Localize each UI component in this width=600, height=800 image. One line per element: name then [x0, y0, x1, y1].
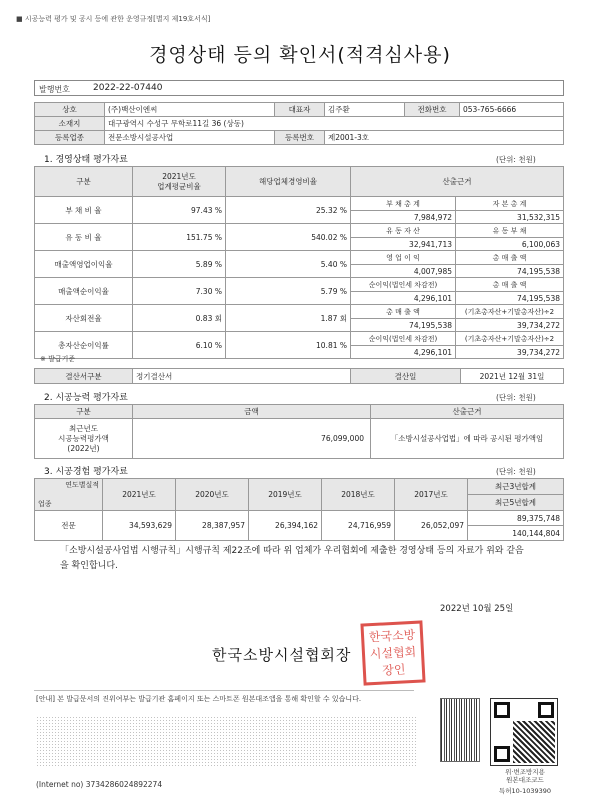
- settlement-date-value: 2021년 12월 31일: [461, 369, 564, 384]
- address-label: 소재지: [35, 117, 105, 131]
- s2-basis: 「소방시설공사업법」에 따라 공시된 평가액임: [371, 419, 564, 459]
- ratio-row: [35, 251, 564, 265]
- issue-number-value: 2022-22-07440: [93, 83, 163, 93]
- registration-number-label: 등록번호: [275, 131, 325, 145]
- footer-notice: [안내] 본 발급문서의 진위여부는 발급기관 홈페이지 또는 스마트폰 원본대조앱을 통해 확인할 수 있습니다.: [36, 695, 362, 703]
- header-industry-average: 2021년도 업계평균비율: [133, 167, 226, 197]
- company-name: (주)백산이엔씨: [105, 103, 275, 117]
- basis-numerator-label: 순이익(법인세 차감전): [351, 278, 456, 292]
- ratio-company-value: 1.87 회: [226, 305, 351, 332]
- basis-denominator-label: (기초총자산+기말총자산)÷2: [456, 332, 564, 346]
- s3-corner-industry-label: 업종: [38, 500, 52, 508]
- s3-sum5-label: 최근5년합계: [468, 495, 564, 511]
- ratio-label: 부 채 비 율: [35, 197, 133, 224]
- basis-numerator-label: 순이익(법인세 차감전): [351, 332, 456, 346]
- basis-denominator-label: 총 매 출 액: [456, 278, 564, 292]
- basis-numerator-label: 부 채 총 계: [351, 197, 456, 211]
- settlement-type-label: 결산서구분: [35, 369, 133, 384]
- ratio-company-value: 25.32 %: [226, 197, 351, 224]
- ratio-row: [35, 305, 564, 319]
- settlement-date-label: 결산일: [351, 369, 461, 384]
- ratio-label: 자산회전율: [35, 305, 133, 332]
- business-type-value: 전문소방시설공사업: [105, 131, 275, 145]
- registration-number-value: 제2001-3호: [325, 131, 564, 145]
- confirmation-statement: 「소방시설공사업법 시행규칙」시행규칙 제22조에 따라 위 업체가 우리협회에 제출한 경영상태 등의 자료가 위와 같음을 확인합니다.: [60, 546, 524, 571]
- issue-number-row: [34, 80, 564, 96]
- seal-text: 한국소방시설협회장인: [368, 627, 417, 678]
- ratio-industry-average: 6.10 %: [133, 332, 226, 359]
- s3-value-4: 26,052,097: [395, 511, 468, 541]
- section2-unit: (단위: 천원): [496, 393, 536, 402]
- issue-basis-note: ※ 발급기준: [40, 355, 76, 363]
- header-item: 구분: [35, 167, 133, 197]
- ratio-label: 매출액순이익율: [35, 278, 133, 305]
- ratio-label: 총자산순이익률: [35, 332, 133, 359]
- s2-row-label: 최근년도 시공능력평가액 (2022년): [35, 419, 133, 459]
- ratio-company-value: 5.40 %: [226, 251, 351, 278]
- s3-sum3-label: 최근3년합계: [468, 479, 564, 495]
- s3-sum5-value: 140,144,804: [468, 526, 564, 541]
- basis-numerator-value: 74,195,538: [351, 319, 456, 332]
- qr-label: 위·변조방지용 원본대조코드: [505, 768, 545, 784]
- basis-denominator-value: 74,195,538: [456, 292, 564, 305]
- basis-denominator-label: 자 본 총 계: [456, 197, 564, 211]
- qr-code-icon: [490, 698, 558, 766]
- s3-year-2: 2019년도: [249, 479, 322, 511]
- basis-denominator-label: 총 매 출 액: [456, 251, 564, 265]
- company-name-label: 상호: [35, 103, 105, 117]
- issuer-name: 한국소방시설협회장: [212, 646, 352, 664]
- ratio-label: 매출액영업이익율: [35, 251, 133, 278]
- s3-year-3: 2018년도: [322, 479, 395, 511]
- s2-header-item: 구분: [35, 405, 133, 419]
- ratio-industry-average: 97.43 %: [133, 197, 226, 224]
- s3-corner-year-label: 연도별실적: [65, 481, 99, 489]
- footer-security-pattern: [36, 716, 416, 766]
- ratio-industry-average: 7.30 %: [133, 278, 226, 305]
- ratio-row: [35, 332, 564, 346]
- ceo-label: 대표자: [275, 103, 325, 117]
- s3-year-0: 2021년도: [103, 479, 176, 511]
- qr-patent-number: 특허10-1039390: [498, 787, 552, 795]
- phone-label: 전화번호: [405, 103, 460, 117]
- issue-number-label: 발행번호: [39, 85, 70, 94]
- basis-denominator-label: (기초총자산+기말총자산)÷2: [456, 305, 564, 319]
- s2-header-basis: 산출근거: [371, 405, 564, 419]
- footer-divider: [34, 690, 414, 691]
- ratio-industry-average: 151.75 %: [133, 224, 226, 251]
- s3-year-1: 2020년도: [176, 479, 249, 511]
- basis-numerator-value: 4,296,101: [351, 346, 456, 359]
- section3-title: 3. 시공경험 평가자료: [44, 467, 128, 477]
- ratio-company-value: 5.79 %: [226, 278, 351, 305]
- basis-denominator-value: 74,195,538: [456, 265, 564, 278]
- ratio-company-value: 10.81 %: [226, 332, 351, 359]
- official-seal-stamp: [360, 620, 425, 685]
- s3-year-4: 2017년도: [395, 479, 468, 511]
- s3-corner-cell: [35, 479, 103, 511]
- address-value: 대구광역시 수성구 무학로11길 36 (상동): [105, 117, 564, 131]
- ratio-company-value: 540.02 %: [226, 224, 351, 251]
- ratio-industry-average: 0.83 회: [133, 305, 226, 332]
- security-barcode-icon: [440, 698, 480, 762]
- basis-numerator-value: 4,007,985: [351, 265, 456, 278]
- phone-value: 053-765-6666: [460, 103, 564, 117]
- ratio-industry-average: 5.89 %: [133, 251, 226, 278]
- s3-value-1: 28,387,957: [176, 511, 249, 541]
- header-company-ratio: 해당업체경영비율: [226, 167, 351, 197]
- header-calculation-basis: 산출근거: [351, 167, 564, 197]
- section1-unit: (단위: 천원): [496, 155, 536, 164]
- document-form-reference: ■ 시공능력 평가 및 공시 등에 관한 운영규정[별지 제19호서식]: [16, 15, 211, 23]
- settlement-table: [34, 368, 564, 384]
- basis-numerator-label: 총 매 출 액: [351, 305, 456, 319]
- document-title: 경영상태 등의 확인서(적격심사용): [149, 44, 451, 66]
- construction-capacity-table: [34, 404, 564, 459]
- ratio-row: [35, 197, 564, 211]
- s3-row-label: 전문: [35, 511, 103, 541]
- settlement-type-value: 정기결산서: [133, 369, 351, 384]
- issue-date: 2022년 10월 25일: [440, 604, 514, 614]
- business-type-label: 등록업종: [35, 131, 105, 145]
- basis-denominator-value: 39,734,272: [456, 346, 564, 359]
- ratio-row: [35, 278, 564, 292]
- s2-amount: 76,099,000: [133, 419, 371, 459]
- company-info-table: [34, 102, 564, 145]
- ceo-name: 김주환: [325, 103, 405, 117]
- s3-value-0: 34,593,629: [103, 511, 176, 541]
- basis-numerator-value: 4,296,101: [351, 292, 456, 305]
- ratio-row: [35, 224, 564, 238]
- basis-numerator-value: 7,984,972: [351, 211, 456, 224]
- basis-denominator-value: 31,532,315: [456, 211, 564, 224]
- section3-unit: (단위: 천원): [496, 467, 536, 476]
- s3-sum3-value: 89,375,748: [468, 511, 564, 526]
- basis-denominator-label: 유 동 부 채: [456, 224, 564, 238]
- ratio-label: 유 동 비 율: [35, 224, 133, 251]
- section2-title: 2. 시공능력 평가자료: [44, 393, 128, 403]
- basis-denominator-value: 39,734,272: [456, 319, 564, 332]
- construction-experience-table: [34, 478, 564, 541]
- basis-numerator-label: 영 업 이 익: [351, 251, 456, 265]
- section1-title: 1. 경영상태 평가자료: [44, 155, 128, 165]
- management-ratio-table: [34, 166, 564, 359]
- basis-denominator-value: 6,100,063: [456, 238, 564, 251]
- basis-numerator-value: 32,941,713: [351, 238, 456, 251]
- s2-header-amount: 금액: [133, 405, 371, 419]
- s3-value-2: 26,394,162: [249, 511, 322, 541]
- internet-number: (Internet no) 3734286024892274: [36, 780, 163, 789]
- s3-value-3: 24,716,959: [322, 511, 395, 541]
- basis-numerator-label: 유 동 자 산: [351, 224, 456, 238]
